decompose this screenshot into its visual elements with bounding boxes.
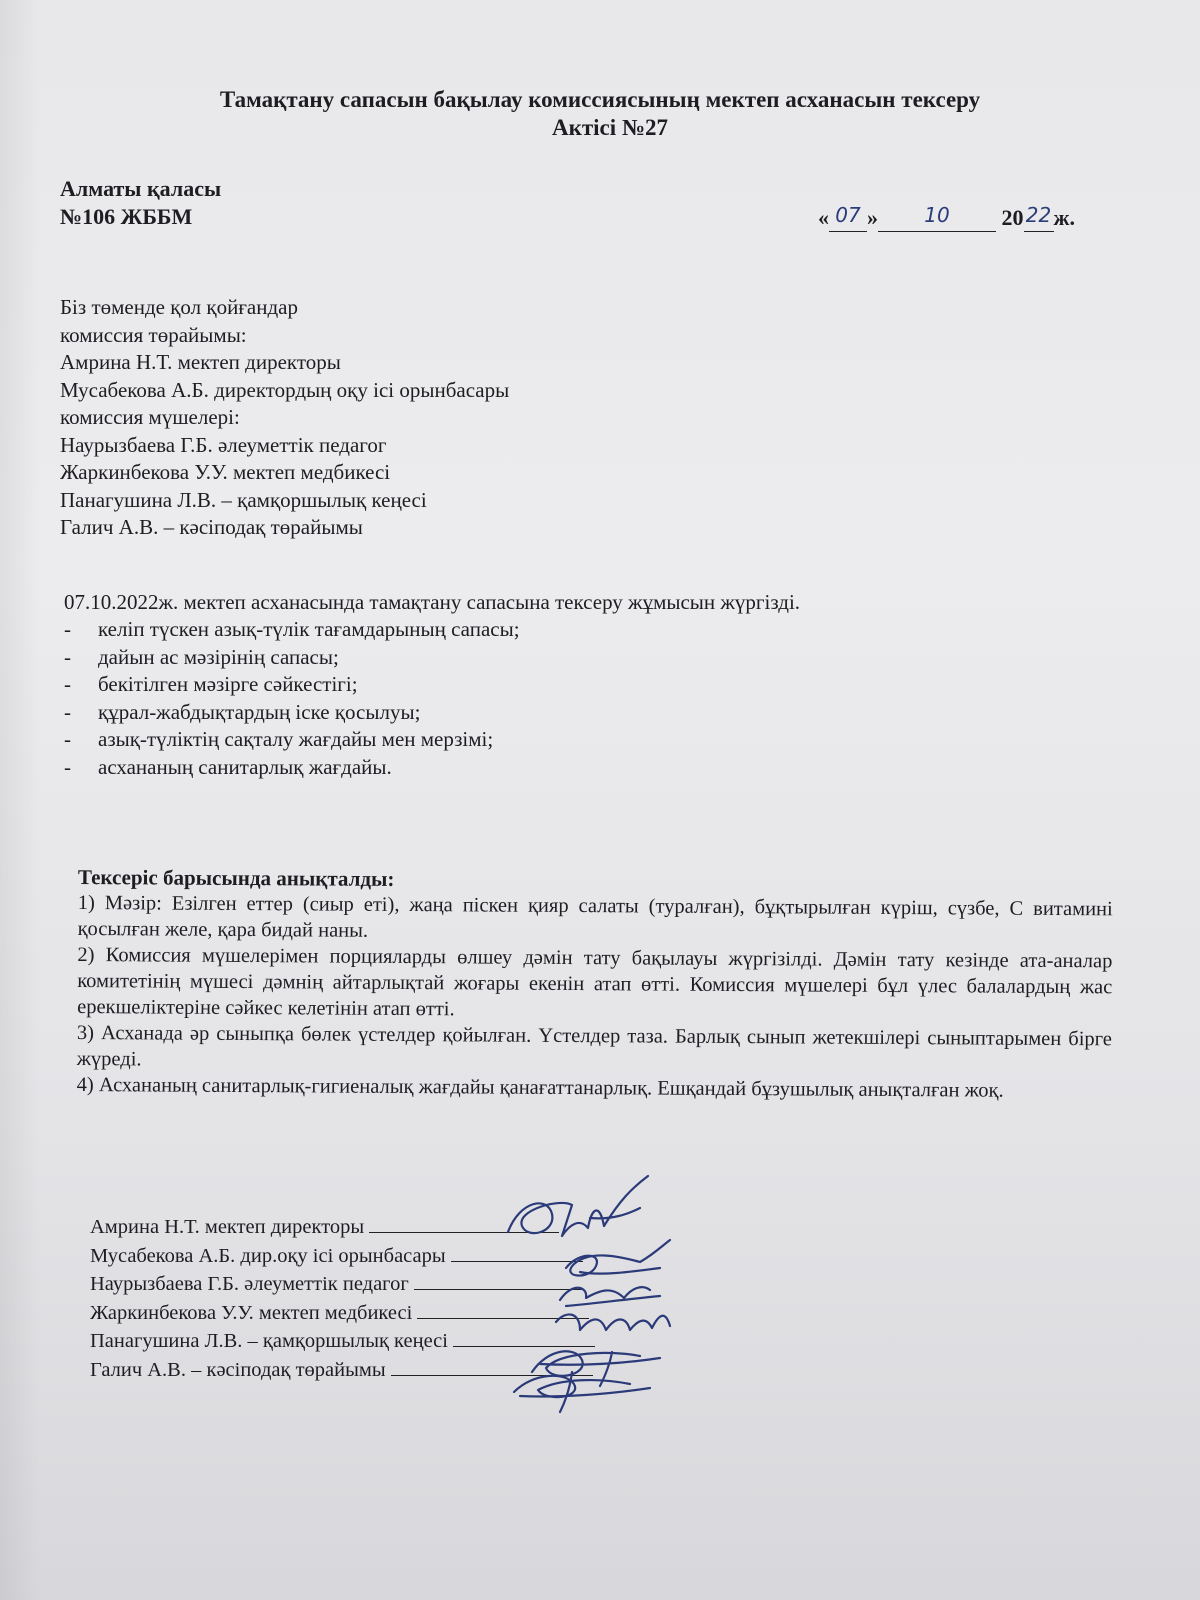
finding-item-2: 2) Комиссия мүшелерімен порцияларды өлшеу дәмін тату бақылауы жүргізілді. Дәмін тату кезінде ата-аналар комитетінің мүшесі дәмнің айтарлықтай жоғары екенін атап өтті. Комиссия мүшелері бұл үлес балалардың жас ерекшеліктеріне сәйкес келетінін атап өтті. (77, 943, 1113, 1021)
signature-line (417, 1300, 589, 1319)
date-month-blank (878, 203, 996, 232)
date-day-blank (829, 203, 867, 232)
signature-line (369, 1214, 559, 1233)
school-name: №106 ЖББМ (60, 204, 193, 229)
signature-line (391, 1357, 593, 1376)
header-location (60, 175, 221, 231)
finding-item-3: 3) Асханада әр сыныпқа бөлек үстелдер қойылған. Үстелдер таза. Барлық сынып жетекшілері сыныптарымен бірге жүреді. (76, 1021, 1113, 1071)
title-line-2: Актісі №27 (551, 115, 668, 140)
document-date (818, 204, 1075, 232)
signature-line (453, 1328, 595, 1347)
date-open-quote: « (818, 205, 829, 230)
list-item: - азық-түліктің сақталу жағдайы мен мерзімі; (64, 727, 494, 751)
list-item: - келіп түскен азық-түлік тағамдарының сапасы; (64, 617, 520, 641)
member-1: Наурызбаева Г.Б. әлеуметтік педагог (60, 432, 387, 457)
document-title (0, 86, 1200, 142)
signature-row: Жаркинбекова У.У. мектеп медбикесі (90, 1299, 595, 1328)
title-line-1: Тамақтану сапасын бақылау комиссиясының мектеп асханасын тексеру (219, 87, 981, 112)
date-month: 10 (924, 203, 950, 227)
signature-block (90, 1213, 595, 1384)
signature-row: Панагушина Л.В. – қамқоршылық кеңесі (90, 1327, 595, 1356)
member-2: Жаркинбекова У.У. мектеп медбикесі (60, 460, 391, 484)
member-4: Галич А.В. – кәсіподақ төрайымы (60, 515, 363, 539)
inspection-list (64, 616, 520, 781)
findings-heading: Тексеріс барысында анықталды: (77, 865, 395, 891)
list-item: - бекітілген мәзірге сәйкестігі; (64, 672, 358, 696)
signature-row: Амрина Н.Т. мектеп директоры (90, 1213, 595, 1242)
list-item: - асхананың санитарлық жағдайы. (64, 754, 392, 779)
date-suffix: ж. (1053, 205, 1075, 230)
list-item: - дайын ас мәзірінің сапасы; (64, 644, 339, 669)
list-item: - құрал-жабдықтардың іске қосылуы; (64, 699, 421, 724)
date-day: 07 (835, 203, 861, 227)
chair-label: комиссия төрайымы: (60, 322, 247, 347)
chair-1: Амрина Н.Т. мектеп директоры (60, 350, 341, 374)
members-intro: Біз төменде қол қойғандар (60, 295, 298, 319)
finding-item-4: 4) Асхананың санитарлық-гигиеналық жағдайы қанағаттанарлық. Ешқандай бұзушылық анықталған жоқ. (76, 1073, 1004, 1102)
member-3: Панагушина Л.В. – қамқоршылық кеңесі (60, 487, 427, 512)
signature-line (451, 1243, 583, 1262)
date-year-prefix: 20 (1001, 205, 1024, 230)
chair-2: Мусабекова А.Б. директордың оқу ісі орынбасары (60, 377, 510, 402)
inspection-intro: 07.10.2022ж. мектеп асханасында тамақтану сапасына тексеру жұмысын жүргізді. (64, 590, 801, 614)
commission-members (60, 294, 509, 542)
signature-row: Галич А.В. – кәсіподақ төрайымы (90, 1356, 595, 1385)
date-close-quote: » (867, 205, 878, 230)
page-shadow (0, 0, 40, 1600)
signature-row: Мусабекова А.Б. дир.оқу ісі орынбасары (90, 1242, 595, 1271)
signature-row: Наурызбаева Г.Б. әлеуметтік педагог (90, 1270, 595, 1299)
members-label: комиссия мүшелері: (60, 405, 240, 429)
finding-item-1: 1) Мәзір: Езілген еттер (сиыр еті), жаңа піскен қияр салаты (туралған), бұқтырылған күріш, сүзбе, С витамині қосылған желе, қара бидай наны. (77, 891, 1113, 942)
signature-line (414, 1271, 582, 1290)
date-year-blank (1024, 203, 1054, 232)
date-year-suffix: 22 (1025, 203, 1052, 227)
findings-section (77, 864, 1113, 1104)
city-name: Алматы қаласы (60, 176, 222, 201)
